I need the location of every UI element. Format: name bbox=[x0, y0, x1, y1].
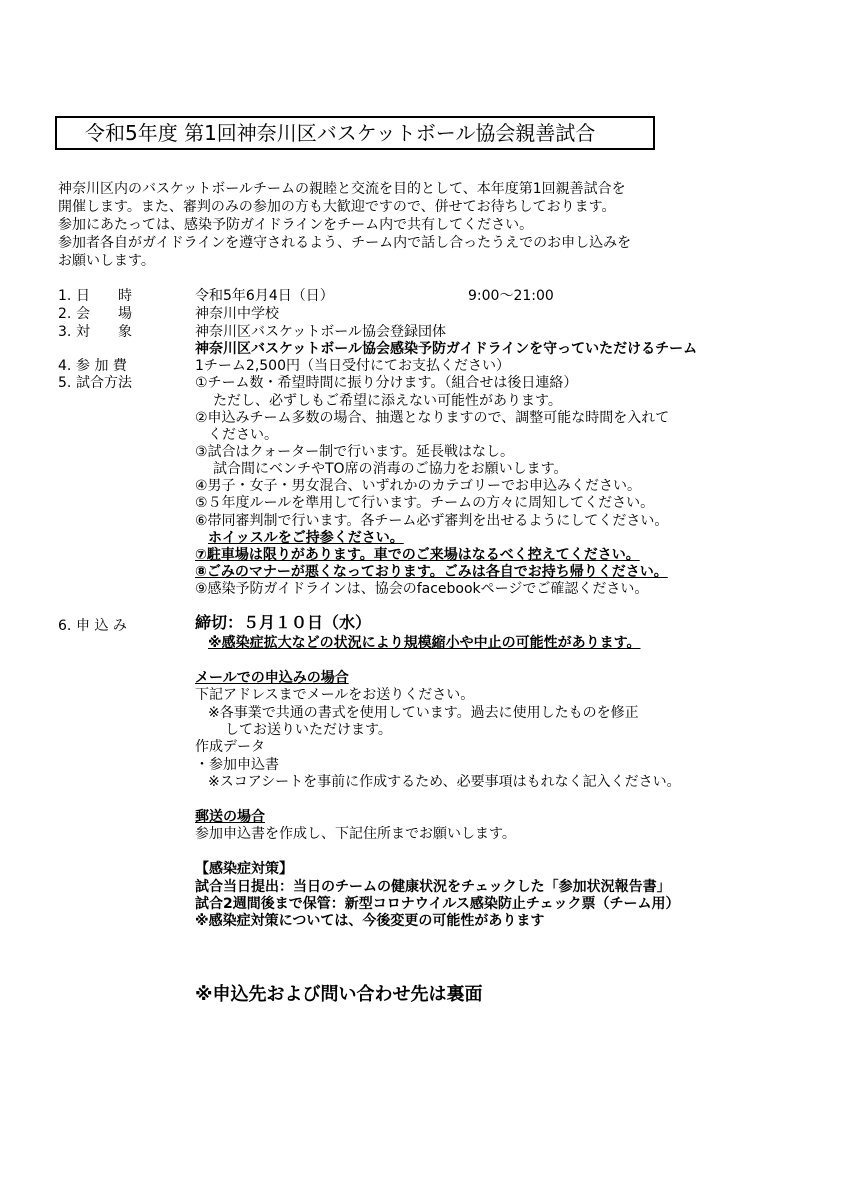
item-number-method: 5. bbox=[58, 375, 72, 391]
intro-line: 開催します。また、審判のみの参加の方も大歓迎ですので、併せてお待ちしております。 bbox=[58, 199, 616, 215]
method-line: 試合間にベンチやTO席の消毒のご協力をお願いします。 bbox=[213, 461, 568, 477]
item-label-apply: 申 込 み bbox=[76, 618, 127, 634]
item-number-venue: 2. bbox=[58, 306, 72, 322]
email-line: ・参加申込書 bbox=[195, 757, 279, 773]
item-number-fee: 4. bbox=[58, 358, 72, 374]
method-line-emphasis: ホイッスルをご持参ください。 bbox=[208, 530, 404, 546]
item-label-date: 日 時 bbox=[76, 288, 132, 304]
apply-note: ※感染症拡大などの状況により規模縮小や中止の可能性があります。 bbox=[208, 635, 641, 651]
apply-deadline: 締切：５月１０日（水） bbox=[195, 613, 372, 632]
method-line: ただし、必ずしもご希望に添えない可能性があります。 bbox=[213, 393, 562, 409]
page-title: 令和5年度 第1回神奈川区バスケットボール協会親善試合 bbox=[55, 116, 655, 150]
infection-line: 試合当日提出：当日のチームの健康状況をチェックした「参加状況報告書」 bbox=[195, 879, 671, 895]
email-line: ※スコアシートを事前に作成するため、必要事項はもれなく記入ください。 bbox=[208, 774, 681, 790]
method-line: ②申込みチーム多数の場合、抽選となりますので、調整可能な時間を入れて bbox=[195, 410, 670, 426]
method-line: ④男子・女子・男女混合、いずれかのカテゴリーでお申込みください。 bbox=[195, 478, 641, 494]
item-number-apply: 6. bbox=[58, 618, 72, 634]
email-line: 作成データ bbox=[195, 739, 265, 755]
method-line-emphasis: ⑦駐車場は限りがあります。車でのご来場はなるべく控えてください。 bbox=[195, 547, 640, 563]
item-number-target: 3. bbox=[58, 324, 72, 340]
item-label-fee: 参 加 費 bbox=[76, 358, 127, 374]
method-line: ⑤５年度ルールを準用して行います。チームの方々に周知してください。 bbox=[195, 495, 655, 511]
method-line: ③試合はクォーター制で行います。延長戦はなし。 bbox=[195, 444, 515, 460]
intro-line: 神奈川区内のバスケットボールチームの親睦と交流を目的として、本年度第1回親善試合を bbox=[58, 181, 626, 197]
intro-line: お願いします。 bbox=[58, 253, 155, 269]
email-line: ※各事業で共通の書式を使用しています。過去に使用したものを修正 bbox=[208, 705, 639, 721]
item-number-date: 1. bbox=[58, 288, 72, 304]
email-line: 下記アドレスまでメールをお送りください。 bbox=[195, 687, 475, 703]
infection-line: 試合2週間後まで保管：新型コロナウイルス感染防止チェック票（チーム用） bbox=[195, 896, 680, 912]
post-line: 参加申込書を作成し、下記住所までお願いします。 bbox=[195, 826, 516, 842]
item-label-target: 対 象 bbox=[76, 324, 132, 340]
date-value: 令和5年6月4日（日） bbox=[195, 288, 334, 304]
method-line: ①チーム数・希望時間に振り分けます。（組合せは後日連絡） bbox=[195, 375, 578, 391]
venue-value: 神奈川中学校 bbox=[195, 306, 279, 322]
fee-value: 1チーム2,500円（当日受付にてお支払ください） bbox=[195, 358, 510, 374]
time-value: 9:00～21:00 bbox=[468, 288, 554, 304]
footer-note: ※申込先および問い合わせ先は裏面 bbox=[195, 984, 483, 1005]
item-label-method: 試合方法 bbox=[76, 375, 132, 391]
email-heading: メールでの申込みの場合 bbox=[195, 670, 349, 686]
method-line: ⑥帯同審判制で行います。各チーム必ず審判を出せるようにしてください。 bbox=[195, 513, 669, 529]
target-condition: 神奈川区バスケットボール協会感染予防ガイドラインを守っていただけるチーム bbox=[195, 341, 698, 357]
intro-line: 参加にあたっては、感染予防ガイドラインをチーム内で共有してください。 bbox=[58, 217, 534, 233]
method-line-emphasis: ⑧ごみのマナーが悪くなっております。ごみは各自でお持ち帰りください。 bbox=[195, 564, 668, 580]
method-line: ⑨感染予防ガイドラインは、協会のfacebookページでご確認ください。 bbox=[195, 581, 649, 597]
method-line: ください。 bbox=[208, 427, 278, 443]
infection-line: ※感染症対策については、今後変更の可能性があります bbox=[195, 913, 545, 929]
intro-paragraph bbox=[58, 180, 631, 270]
post-heading: 郵送の場合 bbox=[195, 809, 265, 825]
email-line: してお送りいただけます。 bbox=[225, 722, 392, 738]
infection-heading: 【感染症対策】 bbox=[195, 861, 293, 877]
item-label-venue: 会 場 bbox=[76, 306, 132, 322]
intro-line: 参加者各自がガイドラインを遵守されるよう、チーム内で話し合ったうえでのお申し込みを bbox=[58, 235, 632, 251]
target-value: 神奈川区バスケットボール協会登録団体 bbox=[195, 324, 447, 340]
